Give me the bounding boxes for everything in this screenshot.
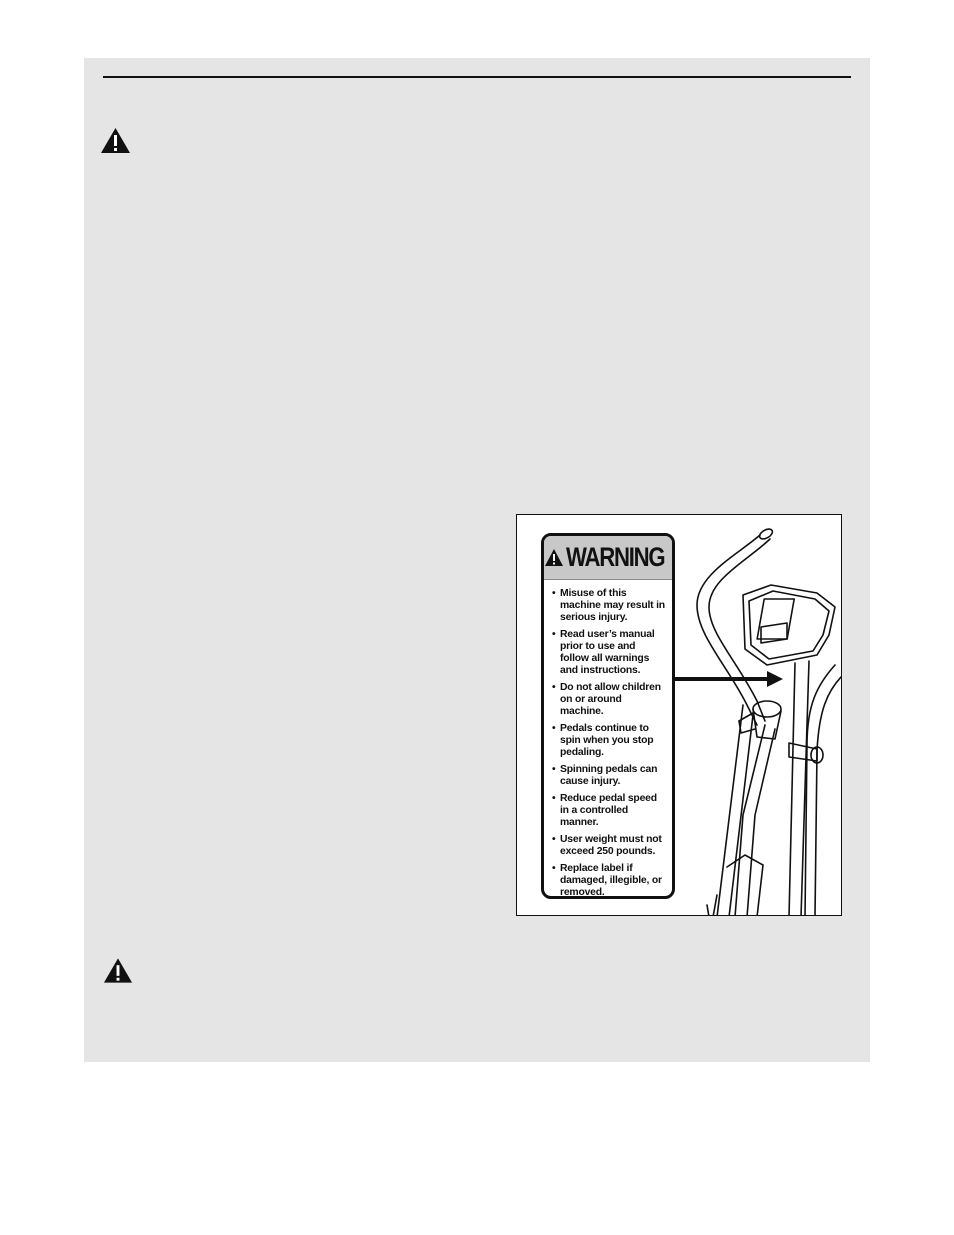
warning-label-item: • User weight must not exceed 250 pounds. <box>552 834 666 858</box>
content-panel <box>84 58 870 1062</box>
warning-label-item: • Reduce pedal speed in a controlled manner. <box>552 793 666 829</box>
warning-label-item: • Do not allow children on or around machine. <box>552 682 666 718</box>
warning-label-item: • Spinning pedals can cause injury. <box>552 764 666 788</box>
warning-label-item: • Misuse of this machine may result in serious injury. <box>552 588 666 624</box>
warning-triangle-icon <box>100 127 131 154</box>
warning-label-header <box>544 536 672 580</box>
warning-label-figure <box>516 514 842 916</box>
warning-label <box>541 533 675 899</box>
warning-label-item: • Pedals continue to spin when you stop pedaling. <box>552 723 666 759</box>
warning-label-item: • Replace label if damaged, illegible, or removed. <box>552 863 666 899</box>
warning-label-title: WARNING <box>566 542 665 572</box>
warning-label-item: • Read user’s manual prior to use and follow all warnings and instructions. <box>552 629 666 677</box>
warning-triangle-icon <box>103 957 133 984</box>
warning-label-list <box>544 580 672 899</box>
header-rule <box>103 76 851 78</box>
warning-triangle-icon <box>544 548 564 567</box>
